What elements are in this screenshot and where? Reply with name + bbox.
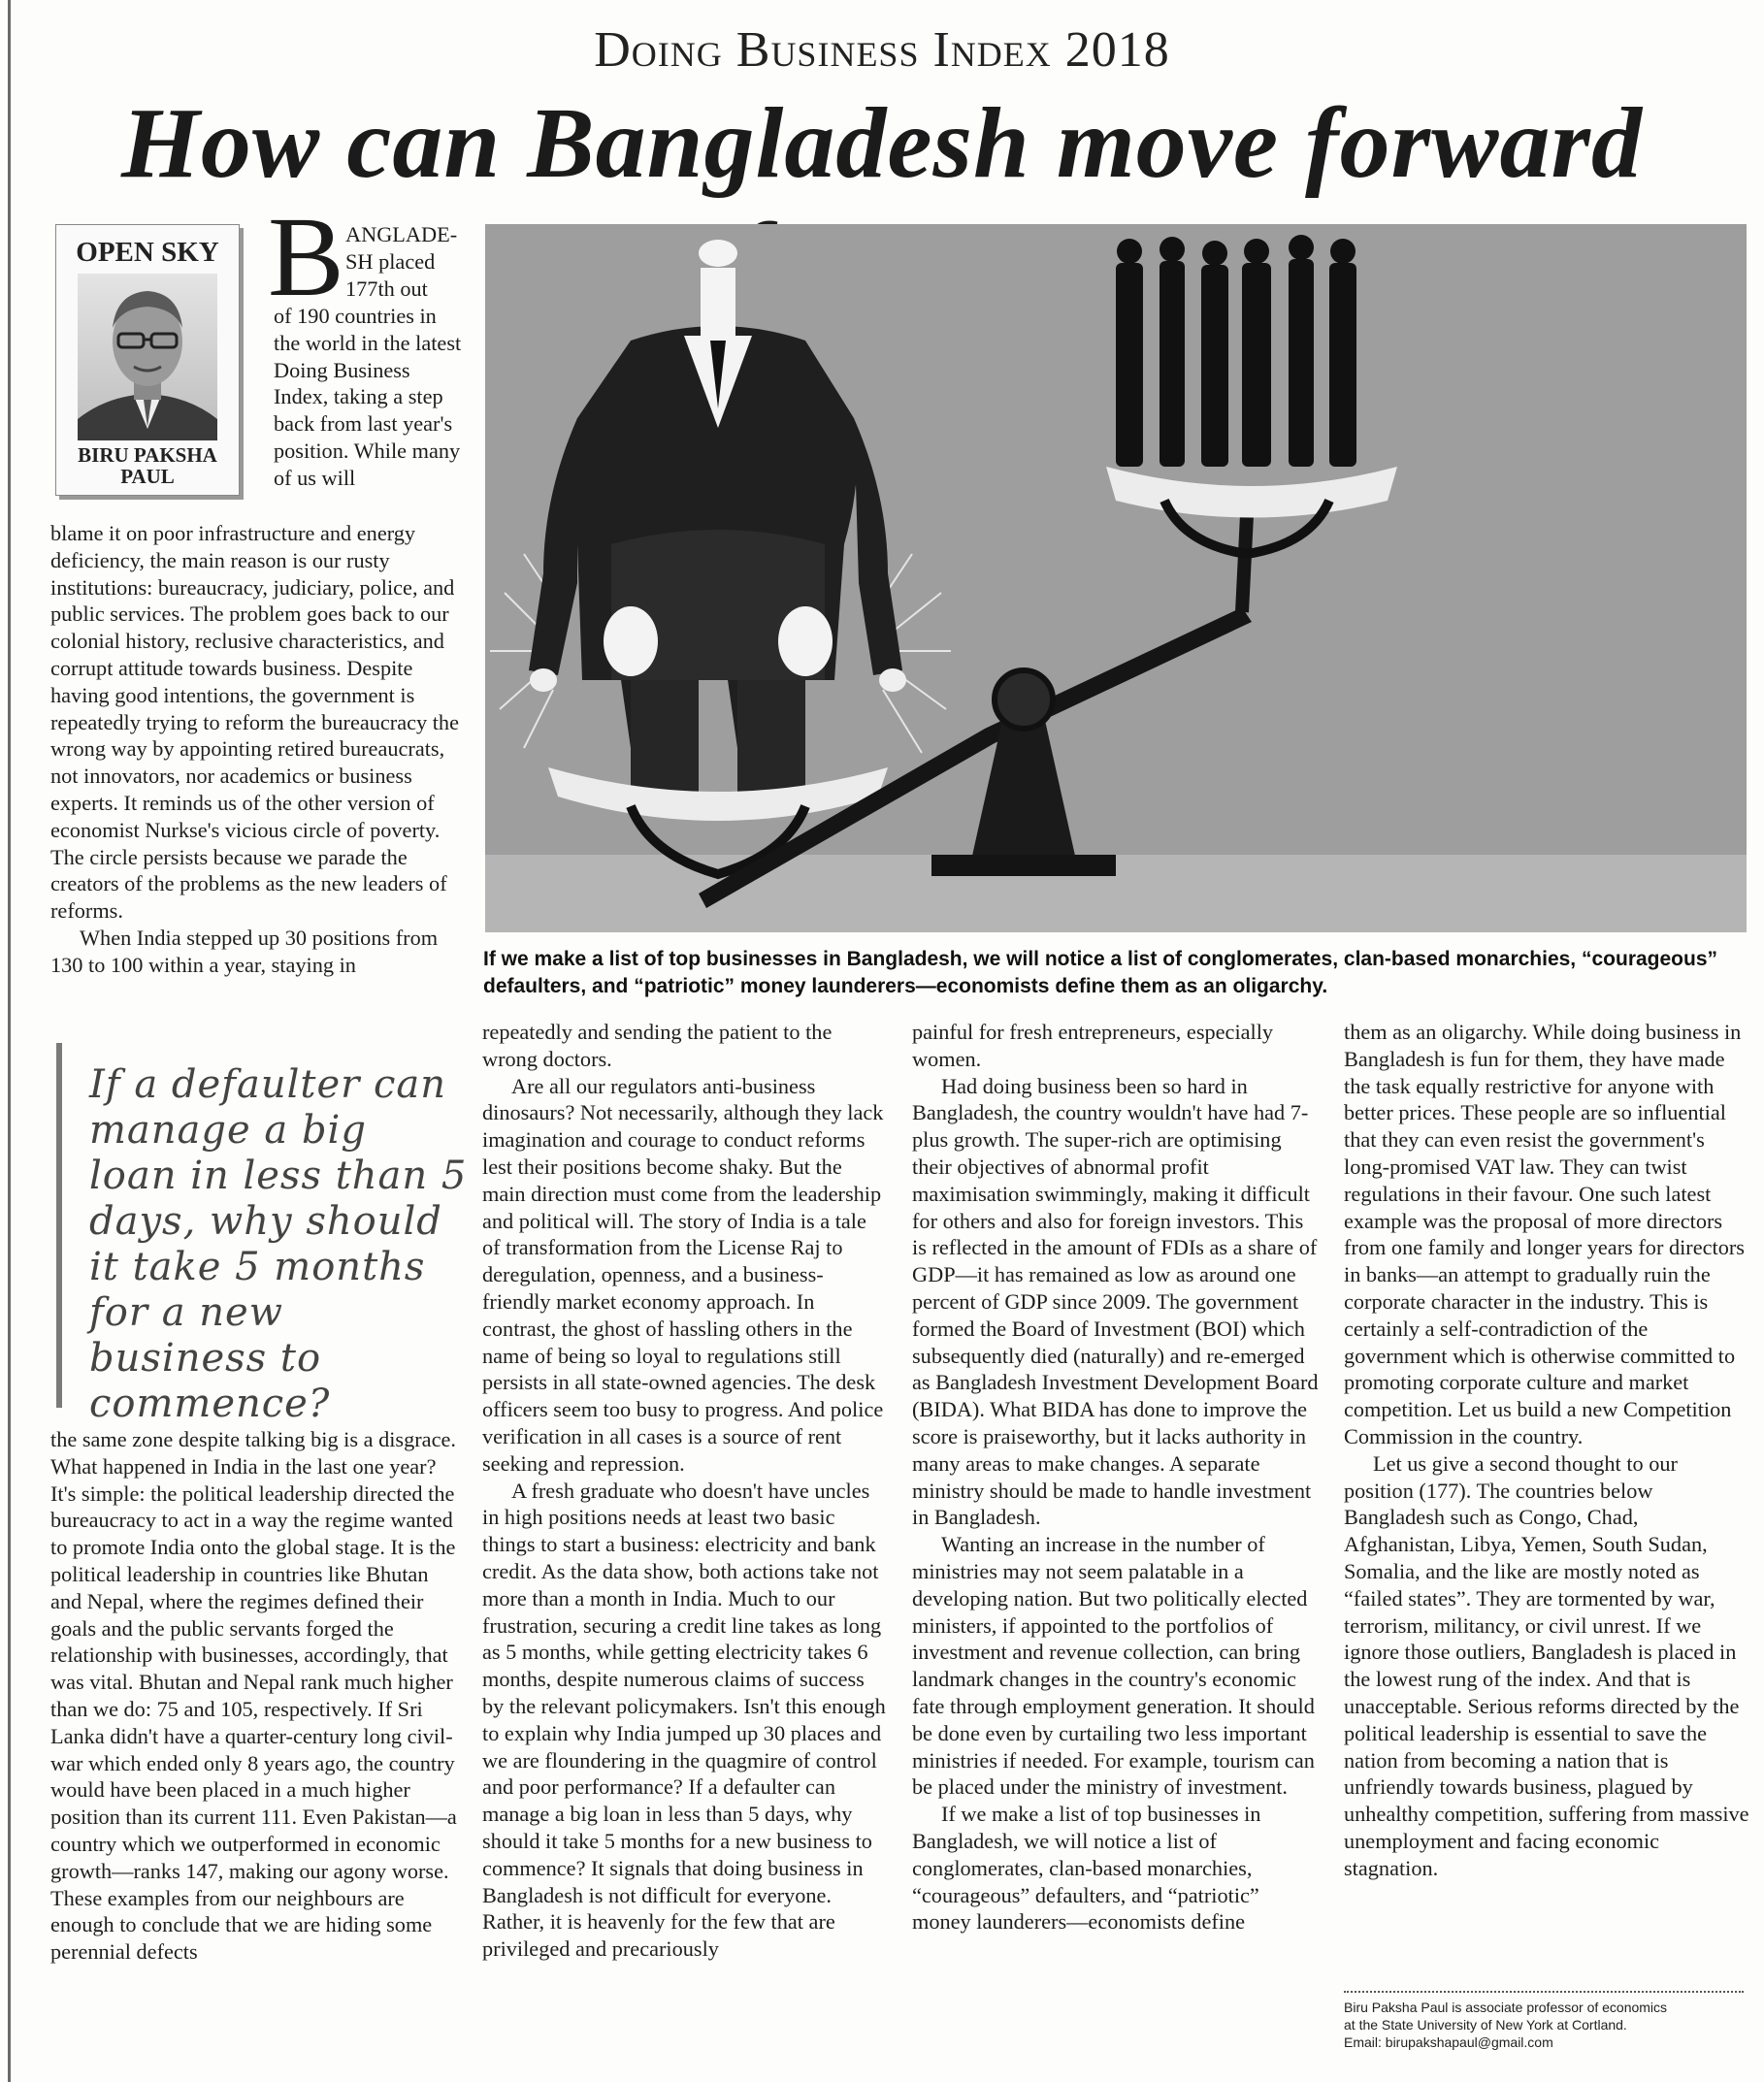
column-3 <box>912 1019 1320 1936</box>
intro-line: 177th out <box>345 276 428 301</box>
column-1-top <box>50 520 462 979</box>
author-bio <box>1344 1999 1751 2051</box>
bio-line: Biru Paksha Paul is associate professor of economics <box>1344 2000 1668 2015</box>
body-paragraph: blame it on poor infrastructure and energy deficiency, the main reason is our rusty institutions: bureaucracy, judiciary, police, and public services. The problem goes back to our colonial history, reclusive characteristics, and corrupt attitude towards business. Despite having good intentions, the government is repeatedly trying to reform the bureaucracy the wrong way by appointing retired bureaucrats, not innovators, nor academics or business experts. It reminds us of the other version of economist Nurkse's vicious circle of poverty. The circle persists because we parade the creators of the problems as the new leaders of reforms. <box>50 521 459 924</box>
author-name-line2: PAUL <box>120 465 175 488</box>
column-1-bottom <box>50 1426 462 1966</box>
column-2 <box>482 1019 888 1963</box>
section-kicker: Doing Business Index 2018 <box>594 22 1170 78</box>
headline: How can Bangladesh move forward <box>121 87 1643 199</box>
author-name <box>56 444 239 487</box>
image-caption: If we make a list of top businesses in Bangladesh, we will notice a list of conglomerates, clan-based monarchies, “courageous” defaulters, and “patriotic” money launderers—economists define them as an oligarchy. <box>483 948 1718 997</box>
author-name-line1: BIRU PAKSHA <box>78 443 217 467</box>
column-4 <box>1344 1019 1749 1882</box>
bio-email: Email: birupakshapaul@gmail.com <box>1344 2034 1553 2050</box>
drop-cap: B <box>268 193 344 320</box>
body-paragraph: Are all our regulators anti-business dinosaurs? Not necessarily, although they lack imagination and courage to conduct reforms lest their positions become shaky. But the main direction must come from the leadership and political will. The story of India is a tale of transformation from the License Raj to deregulation, openness, and a business-friendly market economy approach. In contrast, the ghost of hassling others in the name of being so loyal to regulations still persists in all state-owned agencies. The desk officers seem too busy to progress. And police verification in all cases is a source of rent seeking and repression. <box>482 1073 884 1476</box>
column-name: OPEN SKY <box>76 237 219 268</box>
bio-divider <box>1344 1991 1744 1993</box>
intro-wrap-text: of 190 countries in the world in the latest Doing Business Index, taking a step back from last year's position. While many of us will <box>274 304 462 490</box>
body-paragraph: A fresh graduate who doesn't have uncles in high positions needs at least two basic things to start a business: electricity and bank credit. As the data show, both actions take not more than a month in India. Much to our frustration, securing a credit line takes as long as 5 months, while getting electricity takes 6 months, despite numerous claims of success by the relevant policymakers. Isn't this enough to explain why India jumped up 30 places and we are floundering in the quagmire of control and poor performance? If a defaulter can manage a big loan in less than 5 days, why should it take 5 months for a new business to commence? It signals that doing business in Bangladesh is not difficult for everyone. Rather, it is heavenly for the few that are privileged and precariously <box>482 1478 886 1962</box>
byline-box <box>55 224 240 496</box>
body-paragraph: Had doing business been so hard in Bangladesh, the country wouldn't have had 7-plus growth. The super-rich are optimising their objectives of abnormal profit maximisation swimmingly, making it difficult for others and also for foreign investors. This is reflected in the amount of FDIs as a share of GDP—it has remained as low as around one percent of GDP since 2009. The government formed the Board of Investment (BOI) which subsequently died (naturally) and re-emerged as Bangladesh Investment Development Board (BIDA). What BIDA has done to improve the score is praiseworthy, but it lacks authority in many areas to make changes. A separate ministry should be made to handle investment in Bangladesh. <box>912 1073 1319 1530</box>
bio-line: at the State University of New York at Cortland. <box>1344 2017 1627 2033</box>
body-paragraph: repeatedly and sending the patient to the wrong doctors. <box>482 1020 833 1071</box>
author-portrait <box>78 274 217 440</box>
intro-wrap-lines <box>345 221 462 302</box>
oligarchy-seesaw-illustration <box>485 224 1747 932</box>
body-paragraph: them as an oligarchy. While doing business in Bangladesh is fun for them, they have made the task equally restrictive for anyone with better prices. These people are so influential that they can even resist the government's long-promised VAT law. They can twist regulations in their favour. One such latest example was the proposal of more directors from one family and longer years for directors in banks—an attempt to gradually ruin the corporate character in the industry. This is certainly a self-contradiction of the government which is otherwise committed to promoting corporate culture and market competition. Let us build a new Competition Commission in the country. <box>1344 1020 1745 1448</box>
body-paragraph: Let us give a second thought to our position (177). The countries below Bangladesh such as Congo, Chad, Afghanistan, Libya, Yemen, South Sudan, Somalia, and the like are mostly noted as “failed states”. They are tormented by war, terrorism, militancy, or civil unrest. If we ignore those outliers, Bangladesh is placed in the lowest rung of the index. And that is unacceptable. Serious reforms directed by the political leadership is essential to save the nation from becoming a nation that is unfriendly towards business, plagued by unhealthy competition, suffering from massive unemployment and facing economic stagnation. <box>1344 1450 1749 1880</box>
body-paragraph: painful for fresh entrepreneurs, especially women. <box>912 1020 1274 1071</box>
pull-quote <box>56 1043 470 1426</box>
intro-line: ANGLADE- <box>345 222 458 246</box>
body-paragraph: Wanting an increase in the number of ministries may not seem palatable in a developing nation. But two politically elected ministers, if appointed to the portfolios of investment and revenue collection, can bring landmark changes in the country's economic fate through employment generation. It should be done even by curtailing two less important ministries if needed. For example, tourism can be placed under the ministry of investment. <box>912 1532 1315 1800</box>
body-paragraph: When India stepped up 30 positions from 130 to 100 within a year, staying in <box>50 925 439 977</box>
intro-line: SH placed <box>345 248 436 274</box>
pull-quote-text: If a defaulter can manage a big loan in less than 5 days, why should it take 5 months for a new business to commence? <box>89 1062 468 1426</box>
body-paragraph: the same zone despite talking big is a disgrace. What happened in India in the last one year? It's simple: the political leadership directed the bureaucracy to act in a way the regime wanted to promote India onto the global stage. It is the political leadership in countries like Bhutan and Nepal, where the regimes defined their goals and the public servants forged the relationship with businesses, accordingly, that was vital. Bhutan and Nepal rank much higher than we do: 75 and 105, respectively. If Sri Lanka didn't have a quarter-century long civil-war which ended only 8 years ago, the country would have been placed in a much higher position than its current 111. Even Pakistan—a country which we outperformed in economic growth—ranks 147, making our agony worse. These examples from our neighbours are enough to conclude that we are hiding some perennial defects <box>50 1427 457 1965</box>
body-paragraph: If we make a list of top businesses in Bangladesh, we will notice a list of conglomerates, clan-based monarchies, “courageous” defaulters, and “patriotic” money launderers—economists define <box>912 1802 1261 1935</box>
